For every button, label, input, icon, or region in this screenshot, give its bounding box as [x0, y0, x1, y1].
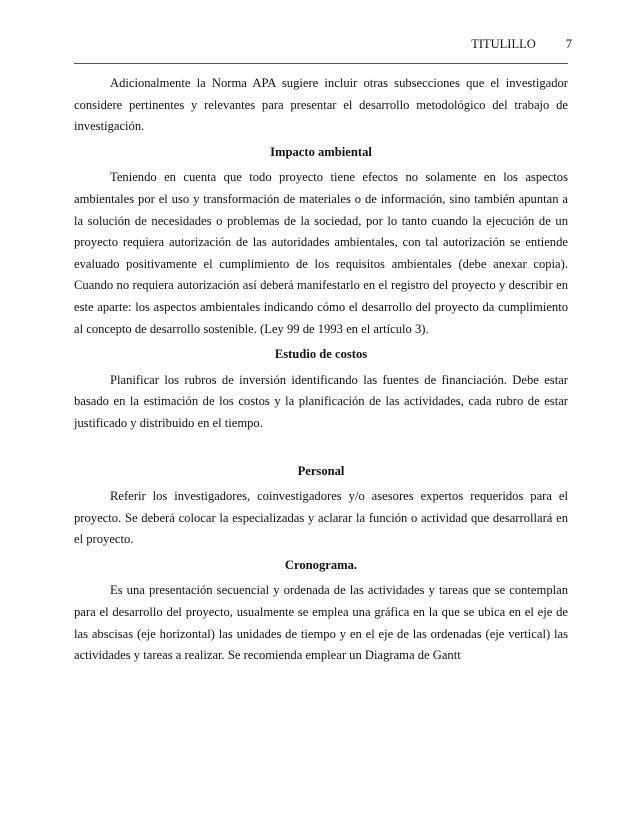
running-title: TITULILLO [471, 37, 536, 51]
section-paragraph-cronograma: Es una presentación secuencial y ordenada de las actividades y tareas que se contemplan para el desarrollo del proyecto, usualmente se emplea una gráfica en la que se ubica en el eje de las abscisas (eje horizontal) las unidades de tiempo y en el eje de las ordenadas (eje vertical) las actividades y tareas a realizar. Se recomienda emplear un Diagrama de Gantt [74, 583, 568, 663]
section-heading-estudio-de-costos: Estudio de costos [274, 347, 368, 362]
section-heading-cronograma: Cronograma. [284, 557, 358, 572]
section-paragraph-personal: Referir los investigadores, coinvestigadores y/o asesores expertos requeridos para el proyecto. Se deberá colocar la especializadas y aclarar la función o actividad que desarrollará en el proyecto. [74, 489, 568, 547]
intro-paragraph: Adicionalmente la Norma APA sugiere incluir otras subsecciones que el investigador considere pertinentes y relevantes para presentar el desarrollo metodológico del trabajo de investigación. [74, 76, 568, 134]
document-body [74, 73, 568, 667]
running-head [400, 37, 572, 52]
section-paragraph-estudio-de-costos: Planificar los rubros de inversión identificando las fuentes de financiación. Debe estar basado en la estimación de los costos y la planificación de las actividades, cada rubro de estar justificado y distribuido en el tiempo. [74, 372, 568, 430]
section-heading-personal: Personal [297, 463, 345, 478]
header-rule [74, 63, 568, 64]
section-paragraph-impacto-ambiental: Teniendo en cuenta que todo proyecto tiene efectos no solamente en los aspectos ambientales por el uso y transformación de materiales o de información, sino también apuntan a la solución de necesidades o problemas de la sociedad, por lo tanto cuando la ejecución de un proyecto requiera autorización de las autoridades ambientales, con tal autorización se entiende evaluado positivamente el cumplimiento de los requisitos ambientales (debe anexar copia). Cuando no requiera autorización así deberá manifestarlo en el registro del proyecto y describir en este aparte: los aspectos ambientales indicando cómo el desarrollo del proyecto da cumplimiento al concepto de desarrollo sostenible. (Ley 99 de 1993 en el artículo 3). [74, 170, 568, 336]
page-number: 7 [565, 37, 572, 51]
section-heading-impacto-ambiental: Impacto ambiental [270, 144, 372, 159]
